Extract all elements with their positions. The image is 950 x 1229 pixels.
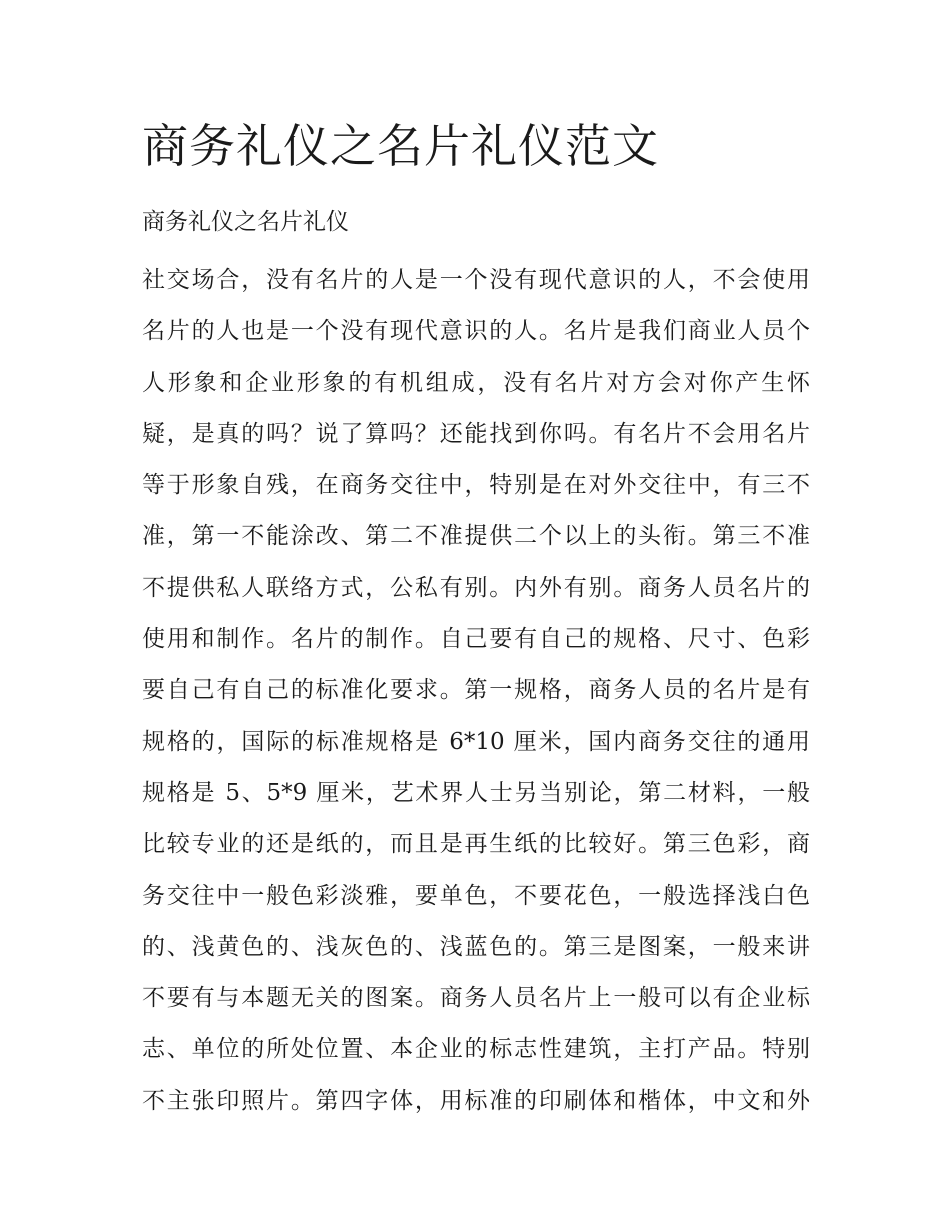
body-line: 比较专业的还是纸的，而且是再生纸的比较好。第三色彩，商 xyxy=(142,831,810,858)
body-line: 不要有与本题无关的图案。商务人员名片上一般可以有企业标 xyxy=(142,985,810,1012)
body-line: 人形象和企业形象的有机组成，没有名片对方会对你产生怀 xyxy=(142,369,810,396)
body-line: 务交往中一般色彩淡雅，要单色，不要花色，一般选择浅白色 xyxy=(142,882,810,909)
body-line: 准，第一不能涂改、第二不准提供二个以上的头衔。第三不准 xyxy=(142,523,810,550)
body-line: 社交场合，没有名片的人是一个没有现代意识的人，不会使用 xyxy=(142,267,810,293)
body-line: 不提供私人联络方式，公私有别。内外有别。商务人员名片的 xyxy=(142,574,810,601)
document-title: 商务礼仪之名片礼仪范文 xyxy=(142,119,659,173)
document-body xyxy=(142,255,822,1127)
body-line: 规格的，国际的标准规格是 6*10 厘米，国内商务交往的通用 xyxy=(142,728,810,755)
body-line: 的、浅黄色的、浅灰色的、浅蓝色的。第三是图案，一般来讲 xyxy=(142,933,810,960)
body-line: 等于形象自残，在商务交往中，特别是在对外交往中，有三不 xyxy=(142,472,810,499)
body-line: 疑，是真的吗？说了算吗？还能找到你吗。有名片不会用名片 xyxy=(142,420,810,447)
body-line: 使用和制作。名片的制作。自己要有自己的规格、尺寸、色彩 xyxy=(142,626,810,653)
body-line: 规格是 5、5*9 厘米，艺术界人士另当别论，第二材料，一般 xyxy=(142,779,810,806)
body-line: 志、单位的所处位置、本企业的标志性建筑，主打产品。特别 xyxy=(142,1036,810,1063)
body-line: 不主张印照片。第四字体，用标准的印刷体和楷体，中文和外 xyxy=(142,1087,810,1114)
body-line: 名片的人也是一个没有现代意识的人。名片是我们商业人员个 xyxy=(142,318,810,345)
body-line: 要自己有自己的标准化要求。第一规格，商务人员的名片是有 xyxy=(142,677,810,704)
document-subtitle: 商务礼仪之名片礼仪 xyxy=(142,209,349,235)
